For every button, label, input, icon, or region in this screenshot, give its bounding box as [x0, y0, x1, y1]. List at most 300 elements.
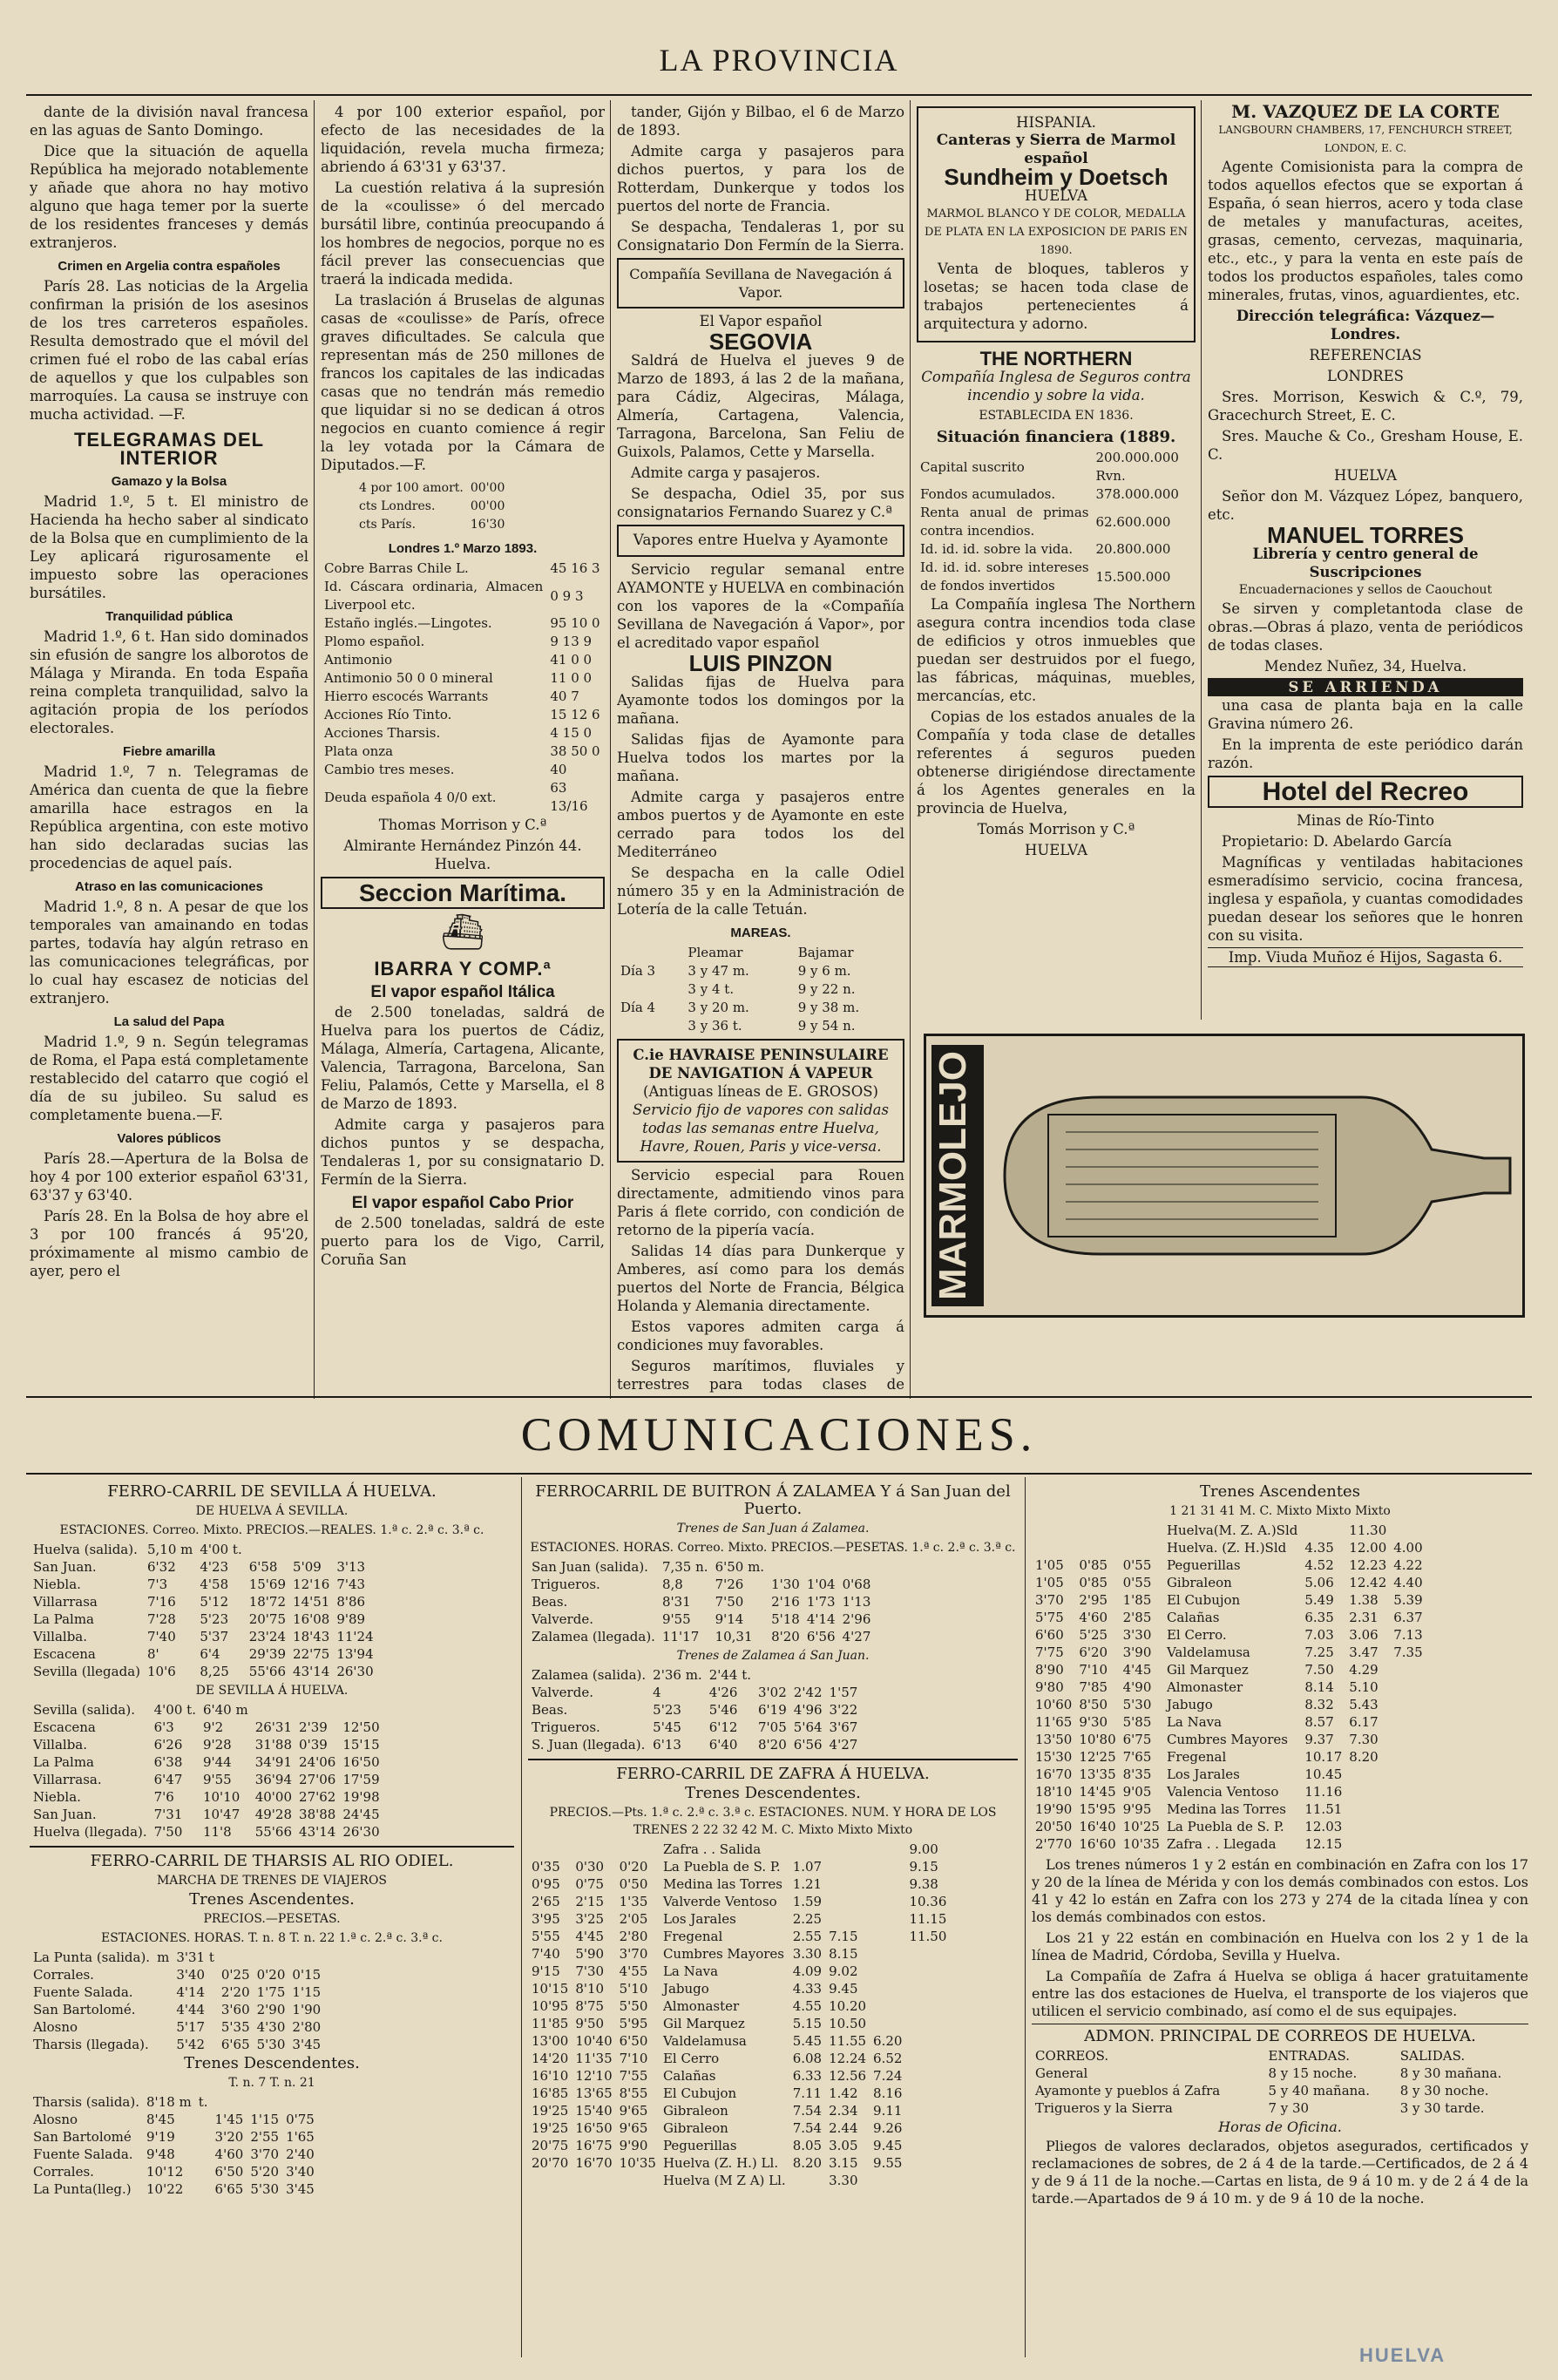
schedule-table [30, 1541, 377, 1680]
schedule-row-cell [212, 2093, 247, 2111]
schedule-row [528, 1893, 950, 1910]
schedule-row-cell: Villalba. [33, 1737, 88, 1753]
schedule-row-cell: La Punta (salida). [33, 1949, 151, 1965]
schedule-row-cell: Beas. [532, 1594, 568, 1610]
schedule-row-cell: 2'15 [575, 1894, 605, 1909]
company-name: MANUEL TORRES [1267, 522, 1464, 548]
schedule-row-cell: 7'43 [336, 1576, 366, 1592]
schedule-row-cell: 4.00 [1393, 1540, 1423, 1556]
article-text: París 28. Las noticias de la Argelia confirman la prisión de los asesinos de los tres carreteros españoles. Resulta demostrado que el móvil del crimen fué el robo de las cabal erías de aquellos y que los culpables son marroquíes. La causa se instruye con mucha actividad. —F. [30, 278, 308, 423]
schedule-row-cell: 18'43 [293, 1629, 330, 1644]
section-heading: Gamazo y la Bolsa [111, 474, 227, 489]
schedule-row-cell: 9'19 [146, 2129, 175, 2145]
article-text: Agente Comisionista para la compra de todos aquellos efectos que se exportan á España, ó sean hierros, acero y toda clase de metales y manufacturas, aceites, grasas, cemento, cervezas, maquinaria, etc., etc., y para la venta en este país de todos los productos españoles, tales como minerales, frutas, vinos, aguardientes, etc. [1208, 159, 1523, 303]
schedule-row [1032, 1748, 1433, 1766]
mareas-row-cell: 3 y 4 t. [688, 981, 735, 997]
schedule-subtitle: MARCHA DE TRENES DE VIAJEROS [156, 1874, 388, 1888]
metal-row-cell: Plomo español. [324, 634, 425, 649]
seccion-maritima-title: Seccion Marítima. [358, 879, 567, 906]
schedule-row-cell: 6.52 [873, 2051, 903, 2066]
schedule-row-cell: La Puebla de S. P. [662, 1859, 781, 1875]
schedule-row-cell: 6'40 m [202, 1702, 248, 1718]
schedule-row-cell: 16'10 [532, 2068, 569, 2084]
article-text: París 28. En la Bolsa de hoy abre el 3 por 100 francés á 95'20, próximamente al mismo cambio de ayer, pero el [30, 1208, 308, 1279]
schedule-row-cell: 5.15 [792, 2016, 823, 2031]
schedule-row-cell: 5.10 [1349, 1679, 1378, 1695]
schedule-row-cell: 3.05 [829, 2138, 858, 2153]
schedule-row-cell: 4.29 [1349, 1662, 1378, 1678]
article-text: Admite carga y pasajeros. [631, 464, 821, 481]
metal-row-cell: Id. Cáscara ordinaria, Almacen Liverpool etc. [324, 579, 544, 613]
schedule-row-cell: 11'85 [532, 2016, 569, 2031]
schedule-row-cell: El Cubujon [1166, 1592, 1241, 1608]
schedule-row [528, 1736, 861, 1753]
schedule-row-cell: 1'04 [806, 1576, 836, 1592]
schedule-row-cell: 1'35 [619, 1894, 648, 1909]
comunicaciones-title: COMUNICACIONES. [520, 1408, 1038, 1461]
article-text: Dice que la situación de aquella República ha mejorado notablemente y añade que ahora no hay motivo alguno que haga temer por la suerte de los residentes franceses y demás extranjeros. [30, 143, 308, 251]
company-name: Sundheim y Doetsch [944, 164, 1168, 190]
finance-row-cell: 62.600.000 [1095, 513, 1171, 530]
company-name: M. VAZQUEZ DE LA CORTE [1231, 103, 1500, 122]
finance-row-cell: Id. id. id. sobre intereses de fondos invertidos [920, 559, 1089, 593]
established-line: ESTABLECIDA EN 1836. [979, 409, 1134, 423]
schedule-row [528, 2050, 950, 2067]
article-text: de 2.500 toneladas, saldrá de Huelva para los puertos de Cádiz, Málaga, Almería, Cartagena, Alicante, Valencia, Tarragona, Barcelona, San Feliu, Palamós, Cette y Marsella, el 8 de Marzo de 1893. [321, 1004, 605, 1112]
schedule-row-cell: 1'75 [256, 1984, 286, 2000]
schedule-row-cell: 26'30 [336, 1664, 374, 1679]
schedule-row [528, 1684, 861, 1701]
schedule-row-cell: 6.35 [1304, 1610, 1334, 1625]
schedule-row-cell: 7'26 [715, 1576, 744, 1592]
schedule-row-cell [153, 2001, 173, 2018]
article-text: Madrid 1.º, 6 t. Han sido dominados sin efusión de sangre los alborotos de Málaga y Miranda. En toda España reina completa tranquilidad, salvo la agitación propia de los períodos electorales. [30, 628, 308, 736]
schedule-row-cell: 13'00 [532, 2033, 569, 2049]
schedule-row-cell: 6'20 [1079, 1644, 1108, 1660]
schedule-row-cell [905, 2137, 950, 2154]
schedule-row-cell: 1'65 [286, 2129, 315, 2145]
schedule-row [30, 1558, 377, 1576]
schedule-row-cell: 2.25 [792, 1911, 823, 1927]
section-rule [26, 1396, 1532, 1398]
schedule-row-cell: Almonaster [1166, 1679, 1243, 1695]
schedule-row-cell: Peguerillas [1166, 1557, 1241, 1573]
schedule-row-cell: 9.15 [909, 1859, 938, 1875]
schedule-row-cell: La Puebla de S. P. [1166, 1819, 1284, 1834]
schedule-row-cell: 16'50 [342, 1754, 380, 1770]
schedule-row-cell: 16'85 [532, 2085, 569, 2101]
schedule-row-cell [905, 1997, 950, 2015]
schedule-row-cell: 7'6 [153, 1789, 174, 1805]
schedule-row-cell: 20'75 [532, 2138, 569, 2153]
schedule-row-cell: 10,31 [715, 1629, 753, 1644]
marmolejo-ad [924, 1027, 1525, 1318]
correos-row [1032, 2099, 1528, 2117]
schedule-note: Pliegos de valores declarados, objetos asegurados, certificados y reclamaciones de sobres, de 2 á 4 de la tarde.—Certificados, de 2 á 4 y de 9 á 11 de la noche.—Cartas en lista, de 9 á 10 m. y de 2 á 4 de la tarde.—Apartados de 9 á 10 m. y de 9 á 10 de la noche. [1032, 2138, 1528, 2207]
ship-icon: ⛴ [440, 912, 485, 953]
schedule-row-cell: Valverde. [532, 1611, 593, 1627]
schedule-row-cell: Huelva. (Z. H.)Sld [1166, 1540, 1287, 1556]
schedule-row-cell: 1'57 [829, 1685, 858, 1700]
london-metal-table [321, 559, 605, 816]
schedule-row-cell [905, 2067, 950, 2085]
schedule-row-cell [247, 2093, 282, 2111]
finance-row [917, 559, 1196, 595]
schedule-row-cell: 7.54 [792, 2103, 823, 2119]
schedule-row-cell: Fuente Salada. [33, 1984, 133, 2000]
schedule-row-cell: 9'90 [619, 2138, 648, 2153]
schedule-row-cell [905, 2050, 950, 2067]
schedule-row-cell: 4.22 [1393, 1557, 1423, 1573]
schedule-row-cell: 16'60 [1079, 1836, 1116, 1852]
marmolejo-ad-box [924, 1034, 1525, 1318]
schedule-row-cell: 4'00 t. [153, 1702, 196, 1718]
correos-row-cell: 5 y 40 mañana. [1268, 2083, 1371, 2099]
city: HUELVA [1333, 467, 1398, 484]
schedule-row [30, 1949, 324, 1966]
schedule-row-cell: Fregenal [1166, 1749, 1227, 1765]
schedule-row [528, 1928, 950, 1945]
schedule-title: Trenes Ascendentes [1200, 1482, 1360, 1501]
schedule-row-cell [825, 1841, 870, 1858]
schedule-row-cell: Fregenal [662, 1929, 723, 1944]
schedule-row-cell [1426, 1591, 1433, 1609]
schedule-row-cell: 5'30 [250, 2181, 280, 2197]
metal-row-cell: 45 16 3 [550, 560, 600, 576]
schedule-row-cell [1345, 1766, 1390, 1783]
schedule-row-cell: 11'8 [202, 1824, 232, 1840]
schedule-row-cell: 18'72 [248, 1594, 287, 1610]
schedule-row-cell: El Cerro. [1166, 1627, 1227, 1643]
havraise-box [617, 1039, 904, 1163]
finance-row [917, 485, 1196, 504]
schedule-row-cell [905, 2015, 950, 2032]
schedule-row-cell: 9'30 [1079, 1714, 1108, 1730]
schedule-table [528, 1558, 874, 1645]
metal-row-cell: Estaño inglés.—Lingotes. [324, 615, 492, 631]
schedule-table [30, 1701, 383, 1841]
schedule-row-cell: 2'90 [256, 2002, 286, 2017]
schedule-row-cell: La Punta(lleg.) [33, 2181, 132, 2197]
schedule-row-cell: 6'60 [1035, 1627, 1064, 1643]
schedule-row-cell [905, 1963, 950, 1980]
price-row [356, 516, 508, 534]
schedule-row-cell [1345, 1783, 1390, 1800]
schedule-row-cell: 3.06 [1349, 1627, 1378, 1643]
schedule-row-cell: 22'75 [293, 1646, 330, 1662]
schedule-row-cell [1390, 1748, 1426, 1766]
schedule-row-cell: 1'05 [1035, 1575, 1064, 1590]
ad-subtitle: Canteras y Sierra de Marmol español [936, 132, 1176, 167]
schedule-row-cell [1120, 1522, 1163, 1539]
schedule-row-cell: 2.44 [829, 2120, 858, 2136]
metal-row-cell: 41 0 0 [550, 652, 593, 668]
schedule-row-cell: 6.37 [1393, 1610, 1423, 1625]
schedule-row-cell: 7.24 [873, 2068, 903, 2084]
schedule-row [528, 1910, 950, 1928]
correos-header: ENTRADAS. [1268, 2048, 1351, 2064]
schedule-row-cell [288, 1949, 324, 1966]
schedule-row-cell: 9.02 [829, 1963, 858, 1979]
schedule-row-cell [1426, 1818, 1433, 1835]
mareas-row-cell: 9 y 22 n. [797, 981, 856, 997]
article-text: 4 por 100 exterior español, por efecto de las necesidades de la liquidación, revela mucha firmeza; abriendo á 63'31 y 63'37. [321, 104, 605, 175]
schedule-subtitle: Trenes Descendentes. [685, 1784, 861, 1802]
schedule-row-cell: 4.52 [1304, 1557, 1334, 1573]
schedule-row-cell: 5.06 [1304, 1575, 1334, 1590]
article-text: Salidas 14 días para Dunkerque y Amberes, así como para los demás puertos del Norte de Francia, Bélgica Holanda y Alemania directamente. [617, 1243, 904, 1314]
schedule-row [528, 1963, 950, 1980]
metal-row [321, 633, 605, 651]
column-divider [1025, 1477, 1026, 2357]
schedule-row-cell [905, 2102, 950, 2119]
schedule-row-cell: 9.55 [873, 2155, 903, 2171]
schedule-row-cell: 0'20 [256, 1967, 286, 1983]
schedule-row-cell [905, 2032, 950, 2050]
schedule-row [1032, 1818, 1433, 1835]
reference: Señor don M. Vázquez López, banquero, etc. [1208, 488, 1523, 523]
schedule-row-cell: 10.20 [829, 1998, 867, 2014]
schedule-row-cell: 6'56 [806, 1629, 836, 1644]
article-text: Copias de los estados anuales de la Compañía y toda clase de detalles referentes á seguros pueden obtenerse dirigiéndose directamente á los Agentes generales en la provincia de Huelva, [917, 709, 1196, 817]
schedule-row-cell: 4.09 [792, 1963, 823, 1979]
schedule-row-cell: 9'48 [146, 2146, 175, 2162]
mareas-title: MAREAS. [730, 926, 791, 940]
schedule-row-cell: 27'62 [299, 1789, 336, 1805]
schedule-row-cell: 6'19 [758, 1702, 787, 1718]
metal-row-cell: Hierro escocés Warrants [324, 688, 489, 704]
schedule-row-cell: 6'40 [708, 1737, 738, 1753]
mareas-row [617, 980, 904, 999]
section-heading: SE ARRIENDA [1208, 678, 1523, 696]
schedule-row-cell: 3'67 [829, 1719, 858, 1735]
schedule-row-cell: Huelva (llegada). [33, 1824, 147, 1840]
metal-row-cell: 40 7 [550, 688, 579, 704]
schedule-row-cell [254, 1949, 289, 1966]
schedule-row-cell: 3.47 [1349, 1644, 1378, 1660]
article-text: París 28.—Apertura de la Bolsa de hoy 4 por 100 exterior español 63'31, 63'37 y 63'40. [30, 1150, 308, 1204]
schedule-row-cell: 9'65 [619, 2120, 648, 2136]
metal-row-cell: 95 10 0 [550, 615, 600, 631]
schedule-row-cell: 23'24 [248, 1629, 287, 1644]
schedule-row [30, 1753, 383, 1771]
section-title: TELEGRAMAS DEL INTERIOR [73, 429, 265, 469]
schedule-row-cell: 2'85 [1122, 1610, 1152, 1625]
schedule-row-cell: 55'66 [248, 1664, 287, 1679]
schedule-row-cell: 7'05 [758, 1719, 787, 1735]
price-row-cell: 16'30 [470, 518, 505, 532]
schedule-row [1032, 1766, 1433, 1783]
schedule-row-cell: Zafra . . Salida [662, 1841, 762, 1857]
section-heading: Crimen en Argelia contra españoles [58, 259, 281, 274]
metal-row [321, 742, 605, 761]
schedule-row-cell: 7.35 [1393, 1644, 1423, 1660]
schedule-row [1032, 1591, 1433, 1609]
schedule-row-cell: Beas. [532, 1702, 568, 1718]
schedule-row-cell: 8' [147, 1646, 159, 1662]
hispania-ad [917, 106, 1196, 342]
article-text: Salidas fijas de Huelva para Ayamonte todos los domingos por la mañana. [617, 674, 904, 727]
schedule-row-cell: Valencia Ventoso [1166, 1784, 1279, 1800]
schedule-row-cell: 11.15 [909, 1911, 947, 1927]
schedule-row-cell: 11.51 [1304, 1801, 1343, 1817]
schedule-row-cell [870, 2015, 905, 2032]
schedule-row-cell: 10.50 [829, 2016, 867, 2031]
schedule-row-cell: 5'30 [1122, 1697, 1152, 1712]
schedule-row [528, 2119, 950, 2137]
marmolejo-word: MARMOLEJO [931, 1045, 984, 1306]
schedule-row-cell: 5.45 [792, 2033, 823, 2049]
schedule-row-cell: 2'96 [842, 1611, 871, 1627]
schedule-row-cell: Escacena [33, 1719, 96, 1735]
schedule-row-cell: 8.20 [1349, 1749, 1378, 1765]
metal-row-cell: 9 13 9 [550, 634, 593, 649]
article-text: Madrid 1.º, 8 n. A pesar de que los temporales van amainando en todas partes, todavía hay algún retraso en las comunicaciones telegráficas, por lo cual hay escasez de noticias del extranjero. [30, 898, 308, 1007]
schedule-row-cell: 8.14 [1304, 1679, 1334, 1695]
schedule-row-cell: 10'35 [1122, 1836, 1160, 1852]
schedule-row [1032, 1539, 1433, 1556]
schedule-row-cell: Gibraleon [1166, 1575, 1232, 1590]
schedule-row-cell: 2'95 [1079, 1592, 1108, 1608]
schedule-row [528, 2032, 950, 2050]
schedule-row-cell: Valverde. [532, 1685, 593, 1700]
schedule-row-cell: 4'45 [1122, 1662, 1152, 1678]
schedule-row-cell: 9.38 [909, 1876, 938, 1892]
schedule-row [528, 1558, 874, 1576]
correos-row-cell: 8 y 30 noche. [1399, 2083, 1489, 2099]
schedule-row-cell: 5'45 [653, 1719, 681, 1735]
schedule-row-cell: Sevilla (llegada) [33, 1664, 140, 1679]
schedule-row-cell: 3'25 [575, 1911, 605, 1927]
schedule-row-cell: 4'26 [708, 1685, 738, 1700]
schedule-row-cell: 4'45 [575, 1929, 605, 1944]
schedule-row-cell: 2'40 [286, 2146, 315, 2162]
section-heading: Atraso en las comunicaciones [75, 879, 263, 894]
schedule-row-cell: 2'05 [619, 1911, 648, 1927]
schedule-row-cell [839, 1558, 875, 1576]
schedule-row-cell [1301, 1522, 1345, 1539]
schedule-row-cell [1345, 1835, 1390, 1853]
mareas-row-cell: 3 y 20 m. [688, 1000, 749, 1015]
schedule-row [528, 1593, 874, 1610]
schedule-row-cell: 3'40 [286, 2164, 315, 2180]
article-text: Propietario: D. Abelardo García [1222, 833, 1453, 850]
metal-row-cell: Cobre Barras Chile L. [324, 560, 469, 576]
schedule-row-cell: 0'55 [1122, 1575, 1152, 1590]
schedule-row-cell: 12'25 [1079, 1749, 1116, 1765]
article-text: una casa de planta baja en la calle Gravina número 26. [1208, 697, 1523, 732]
schedule-row-cell: 7'16 [147, 1594, 176, 1610]
schedule-subtitle: Horas de Oficina. [1218, 2119, 1342, 2135]
schedule-row [528, 1666, 861, 1684]
schedule-row-cell: 10.17 [1304, 1749, 1343, 1765]
schedule-header: PRECIOS.—Pts. 1.ª c. 2.ª c. 3.ª c. ESTACIONES. NUM. Y HORA DE LOS TRENES 2 22 32 42 M. C. Mixto Mixto Mixto [549, 1806, 997, 1837]
finance-row-cell: Fondos acumulados. [920, 486, 1056, 502]
schedule-row-cell: Tharsis (salida). [33, 2094, 139, 2110]
schedule-row-cell: 5'20 [250, 2164, 280, 2180]
correos-row [1032, 2082, 1528, 2099]
schedule-row-cell: Huelva (salida). [33, 1542, 138, 1557]
schedule-row-cell: 3'40 [176, 1967, 206, 1983]
company-banner: Vapores entre Huelva y Ayamonte [617, 525, 904, 557]
schedule-row-cell: 2'55 [250, 2129, 280, 2145]
schedule-row-cell: 5'95 [619, 2016, 648, 2031]
schedule-note: Los 21 y 22 están en combinación en Huelva con los 2 y 1 de la línea de Madrid, Córdoba, Sevilla y Huelva. [1032, 1929, 1528, 1963]
schedule-table [30, 1949, 324, 2053]
schedule-row-cell: 43'14 [293, 1664, 330, 1679]
schedule-row [30, 2163, 318, 2180]
schedule-row-cell [905, 2154, 950, 2172]
article-text: Servicio regular semanal entre AYAMONTE y HUELVA en combinación con los vapores de la «Compañía Sevillana de Navegación á Vapor», por el acreditado vapor español [617, 561, 904, 651]
schedule-row-cell: 19'25 [532, 2120, 569, 2136]
schedule-row-cell: 8.20 [792, 2155, 823, 2171]
schedule-row-cell: 10.36 [909, 1894, 947, 1909]
schedule-row-cell: 7'85 [1079, 1679, 1108, 1695]
schedule-row [1032, 1800, 1433, 1818]
schedule-row-cell: 12.03 [1304, 1819, 1343, 1834]
schedule-subtitle: DE HUELVA Á SEVILLA. [195, 1504, 349, 1518]
schedule-row-cell [1390, 1835, 1426, 1853]
schedule-title: FERRO-CARRIL DE THARSIS AL RIO ODIEL. [90, 1852, 454, 1870]
schedule-row-cell: San Juan. [33, 1559, 97, 1575]
schedule-row-cell: 3'70 [619, 1946, 648, 1962]
schedule-row-cell: Almonaster [662, 1998, 740, 2014]
schedule-row-cell [870, 1858, 905, 1875]
schedule-row-cell: Zalamea (llegada). [532, 1629, 655, 1644]
schedule-row-cell: 2'16 [771, 1594, 800, 1610]
correos-row-cell: 3 y 30 tarde. [1399, 2100, 1485, 2116]
schedule-row-cell: 26'30 [342, 1824, 380, 1840]
schedule-row [528, 2085, 950, 2102]
schedule-row-cell [825, 1875, 870, 1893]
schedule-row-cell: 1.21 [792, 1876, 823, 1892]
schedule-row-cell: 3'13 [336, 1559, 366, 1575]
hotel-title: Hotel del Recreo [1208, 776, 1523, 808]
article-text: La traslación á Bruselas de algunas casas de «coulisse» de París, ofrece graves dificultades. Se calcula que representan más de 250 millones de francos los capitales de las indicadas casas que no tendrán más remedio que liquidar si no se dedican á otros negocios en cuanto comience á regir la ley votada por la Cámara de Diputados.—F. [321, 292, 605, 473]
schedule-row-cell: 7'75 [1035, 1644, 1064, 1660]
schedule-row-cell: Gil Marquez [662, 2016, 745, 2031]
schedule-row-cell [246, 1541, 289, 1558]
schedule-row-cell: Villalba. [33, 1629, 88, 1644]
column-2 [321, 103, 605, 1393]
schedule-header: ESTACIONES. HORAS. T. n. 8 T. n. 22 1.ª c. 2.ª c. 3.ª c. [101, 1931, 443, 1945]
schedule-row-cell: 2'39 [299, 1719, 328, 1735]
price-row-cell: 00'00 [470, 481, 505, 495]
schedule-row-cell: 1'90 [292, 2002, 322, 2017]
price-table [356, 479, 508, 534]
company-name: C.ie HAVRAISE PENINSULAIRE DE NAVIGATION Á VAPEUR [633, 1047, 889, 1082]
schedule-row-cell: 9'80 [1035, 1679, 1064, 1695]
schedule-row-cell: 2.31 [1349, 1610, 1378, 1625]
schedule-row-cell: 6'58 [248, 1559, 278, 1575]
schedule-row-cell: 11'24 [336, 1629, 374, 1644]
schedule-row-cell: 5'55 [532, 1929, 560, 1944]
schedule-subtitle: Trenes de Zalamea á San Juan. [676, 1649, 870, 1663]
schedule-row-cell: 9'55 [202, 1772, 232, 1787]
finance-row-cell: 20.800.000 [1095, 541, 1171, 557]
schedule-title: FERRO-CARRIL DE SEVILLA Á HUELVA. [107, 1482, 437, 1501]
schedule-row-cell: 7,35 n. [661, 1559, 708, 1575]
schedule-row-cell: Corrales. [33, 2164, 94, 2180]
schedule-row-cell: 6.08 [792, 2051, 823, 2066]
schedule-row [528, 1841, 950, 1858]
schedule-row-cell: Fuente Salada. [33, 2146, 133, 2162]
correos-row-cell: 8 y 30 mañana. [1399, 2065, 1502, 2081]
metal-row [321, 779, 605, 816]
article-text: Se despacha, Odiel 35, por sus consignatarios Fernando Suarez y C.ª [617, 485, 904, 520]
schedule-row-cell: 24'06 [299, 1754, 336, 1770]
schedule-row-cell: 6'75 [1122, 1732, 1152, 1747]
